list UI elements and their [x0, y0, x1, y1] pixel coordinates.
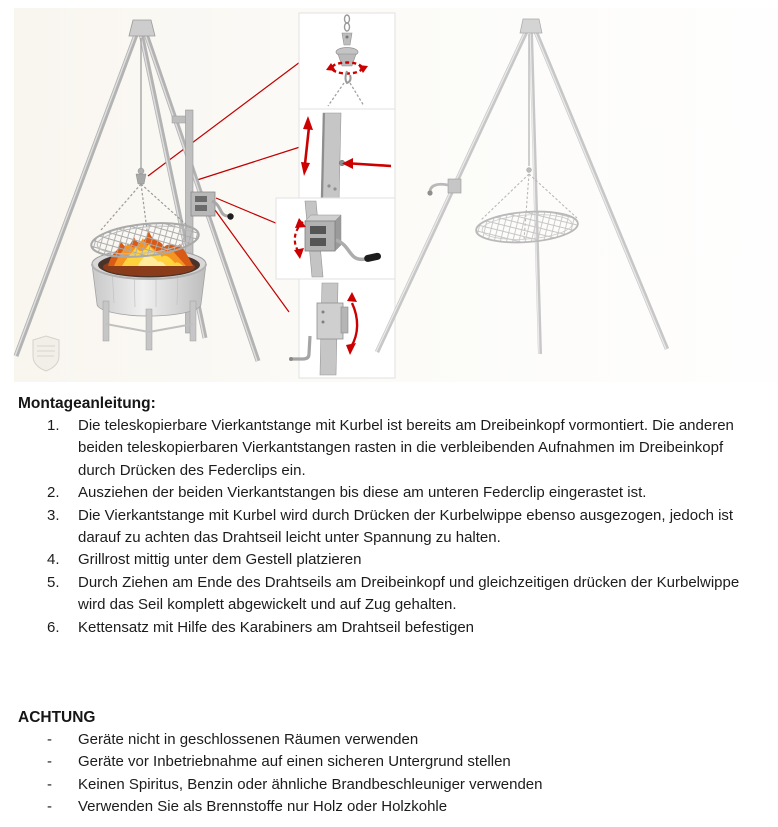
assembly-illustration [0, 0, 778, 388]
assembly-step: Die Vierkantstange mit Kurbel wird durch Drücken der Kurbelwippe ebenso ausgezogen, jedoch ist darauf zu achten das Drahtseil leicht unter Spannung zu halten. [78, 506, 734, 547]
swivel-detail-callout [299, 13, 395, 109]
pole-detail-callout [299, 109, 395, 206]
warning-item: - Keinen Spiritus, Benzin oder ähnliche Brandbeschleuniger verwenden [78, 774, 738, 796]
warning-list [18, 729, 738, 819]
figure-background [14, 8, 778, 382]
assembly-step: Durch Ziehen am Ende des Drahtseils am Dreibeinkopf und gleichzeitigen drücken der Kurbelwippe wird das Seil komplett abgewickelt und auf Zug gehalten. [78, 573, 740, 614]
tripod-head [129, 20, 155, 36]
right-tripod-head [520, 19, 542, 33]
assembly-heading: Montageanleitung: [18, 395, 156, 412]
assembly-step: Ausziehen der beiden Vierkantstangen bis diese am unteren Federclip eingerastet ist. [78, 484, 647, 502]
instructions-section [0, 393, 778, 819]
crank-detail-callout [276, 198, 395, 279]
tripod-grill-figure [0, 0, 778, 388]
watermark-shield [33, 336, 59, 371]
assembly-steps-list [18, 415, 760, 639]
warning-heading: ACHTUNG [18, 709, 96, 727]
assembly-step: Die teleskopierbare Vierkantstange mit Kurbel ist bereits am Dreibeinkopf vormontiert. Die anderen beiden teleskopierbaren Vierkantstangen rasten in die verbleibenden Aufnahmen im Dreibeinkopf durch Drücken des Federclips ein. [78, 417, 734, 479]
crank-knob [227, 213, 233, 219]
assembly-step: Grillrost mittig unter dem Gestell platzieren [78, 551, 362, 569]
latch-detail-callout [289, 279, 395, 378]
warning-item: - Verwenden Sie als Brennstoffe nur Holz oder Holzkohle [78, 796, 738, 818]
warning-item: - Geräte nicht in geschlossenen Räumen verwenden [78, 729, 738, 751]
assembly-step: Kettensatz mit Hilfe des Karabiners am Drahtseil befestigen [78, 618, 475, 636]
warning-item: - Geräte vor Inbetriebnahme auf einen sicheren Untergrund stellen [78, 751, 738, 773]
